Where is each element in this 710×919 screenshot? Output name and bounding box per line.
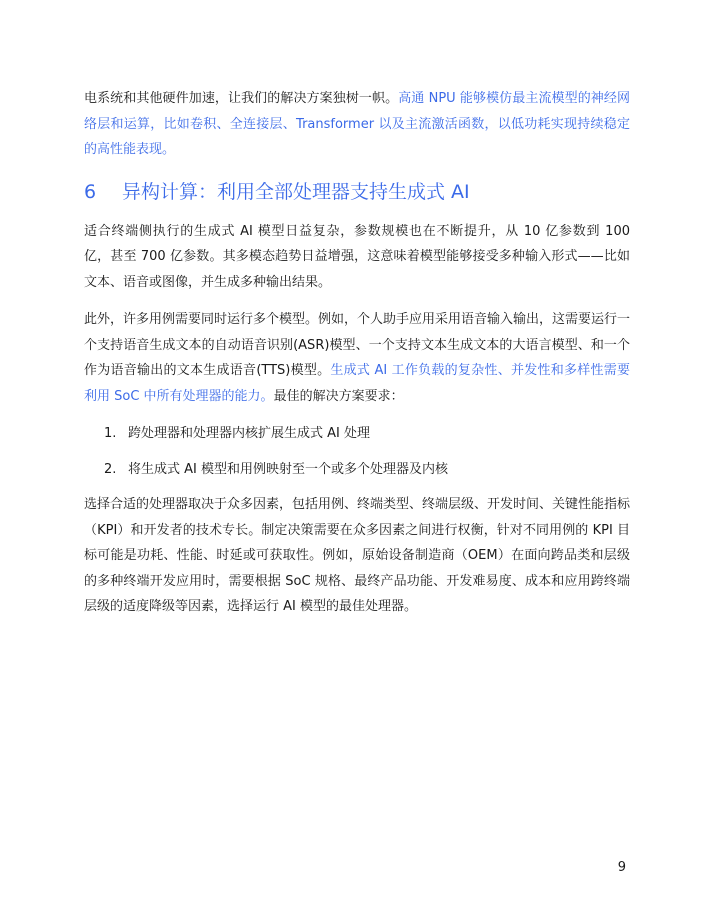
document-body [84, 86, 630, 632]
list-item-text: 跨处理器和处理器内核扩展生成式 AI 处理 [128, 426, 370, 441]
paragraph-concurrent-text: 此外，许多用例需要同时运行多个模型。例如，个人助手应用采用语音输入输出，这需要运行一个支持语音生成文本的自动语音识别(ASR)模型、一个支持文本生成文本的大语言模型、和一个作为语音输出的文本生成语音(TTS)模型。 [84, 312, 631, 378]
paragraph-model-complexity: 适合终端侧执行的生成式 AI 模型日益复杂，参数规模也在不断提升，从 10 亿参数到 100 亿，甚至 700 亿参数。其多模态趋势日益增强，这意味着模型能够接受多种输入形式——比如文本、语音或图像，并生成多种输出结果。 [84, 223, 630, 290]
section-title: 异构计算：利用全部处理器支持生成式 AI [122, 180, 470, 203]
intro-paragraph [84, 86, 630, 163]
paragraph-concurrent-highlight: 生成式 AI 工作负载的复杂性、并发性和多样性需要利用 SoC 中所有处理器的能力。 [84, 363, 630, 404]
intro-highlight-text: 高通 NPU 能够模仿最主流模型的神经网络层和运算，比如卷积、全连接层、Transformer 以及主流激活函数，以低功耗实现持续稳定的高性能表现。 [84, 91, 630, 157]
list-item [84, 457, 630, 483]
list-item [84, 421, 630, 447]
requirements-list [84, 421, 630, 482]
list-item-number: 1. [104, 426, 117, 441]
intro-text: 电系统和其他硬件加速，让我们的解决方案独树一帜。 [84, 91, 399, 106]
paragraph-processor-selection: 选择合适的处理器取决于众多因素，包括用例、终端类型、终端层级、开发时间、关键性能指标（KPI）和开发者的技术专长。制定决策需要在众多因素之间进行权衡，针对不同用例的 KPI 目标可能是功耗、性能、时延或可获取性。例如，原始设备制造商（OEM）在面向跨品类和层级的多种终端开发应用时，需要根据 SoC 规格、最终产品功能、开发难易度、成本和应用跨终端层级的适度降级等因素，选择运行 AI 模型的最佳处理器。 [84, 497, 631, 614]
section-number: 6 [84, 180, 97, 203]
section-heading [84, 179, 630, 205]
page-number: 9 [617, 860, 626, 875]
list-item-number: 2. [104, 461, 117, 477]
list-item-text: 将生成式 AI 模型和用例映射至一个或多个处理器及内核 [128, 461, 448, 477]
paragraph-concurrent-tail: 最佳的解决方案要求： [273, 388, 404, 404]
paragraph-concurrent-models [84, 307, 630, 409]
